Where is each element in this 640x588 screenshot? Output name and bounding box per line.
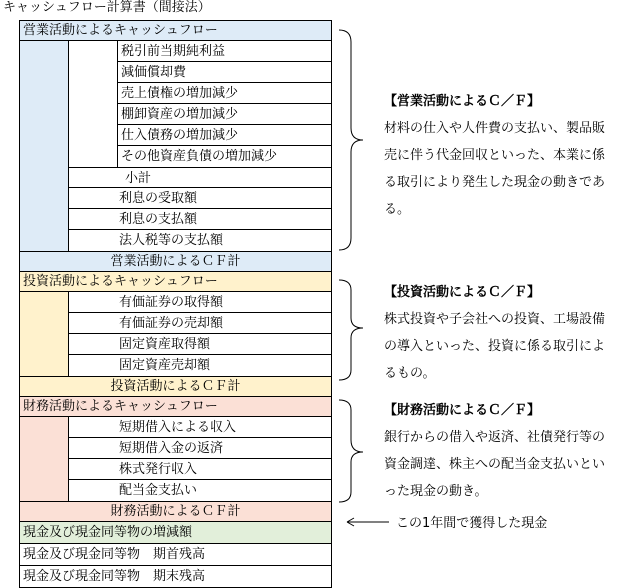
financing-total: 財務活動によるＣＦ計: [20, 501, 331, 521]
list-item: 有価証券の取得額: [69, 292, 331, 313]
operating-section: [20, 21, 331, 272]
cash-flow-table: [19, 20, 332, 588]
list-item: 固定資産取得額: [69, 334, 331, 355]
beginning-balance-label: 現金及び現金同等物 期首残高: [23, 547, 206, 562]
list-item: 減価償却費: [118, 62, 331, 83]
list-item: その他資産負債の増加減少: [121, 149, 278, 164]
investing-description: [384, 280, 609, 387]
arrow-left-icon: [347, 518, 377, 526]
investing-desc-text: 株式投資や子会社への投資、工場設備の導入といった、投資に係る取引によるもの。: [384, 312, 606, 381]
net-change-label: 現金及び現金同等物の増減額: [23, 525, 193, 540]
operating-description: [384, 89, 609, 223]
net-change-note: この1年間で獲得した現金: [396, 516, 548, 531]
investing-brace: [339, 280, 363, 380]
ending-balance-label: 現金及び現金同等物 期末残高: [23, 569, 206, 584]
operating-header: 営業活動によるキャッシュフロー: [20, 21, 331, 41]
operating-total: 営業活動によるＣＦ計: [20, 251, 331, 271]
document-title: キャッシュフロー計算書（間接法）: [3, 0, 211, 15]
investing-inner: [68, 292, 331, 376]
list-item: 短期借入金の返済: [69, 438, 331, 459]
list-item: 短期借入による収入: [69, 417, 331, 438]
operating-desc-text: 材料の仕入や人件費の支払い、製品販売に伴う代金回収といった、本業に係る取引により発生した現金の動きである。: [384, 121, 606, 217]
operating-inner: [68, 41, 331, 251]
investing-desc-title: 【投資活動によるＣ／Ｆ】: [384, 285, 541, 300]
list-item: 税引前当期純利益: [118, 41, 331, 62]
list-item: 仕入債務の増加減少: [118, 125, 331, 146]
financing-section: [20, 397, 331, 522]
financing-desc-title: 【財務活動によるＣ／Ｆ】: [384, 403, 541, 418]
list-item: 株式発行収入: [69, 459, 331, 480]
list-item: 利息の受取額: [69, 188, 331, 209]
operating-subtotal: 小計: [69, 167, 331, 188]
net-change-row: [20, 522, 331, 544]
beginning-balance-row: [20, 544, 331, 566]
list-item: 法人税等の支払額: [119, 233, 224, 248]
investing-section: [20, 272, 331, 397]
financing-brace: [339, 400, 363, 502]
list-item: 有価証券の売却額: [69, 313, 331, 334]
brace-graphics: [337, 0, 377, 577]
list-item: 利息の支払額: [69, 209, 331, 230]
financing-description: [384, 398, 609, 505]
operating-brace: [339, 30, 363, 250]
operating-desc-title: 【営業活動によるＣ／Ｆ】: [384, 94, 541, 109]
investing-total: 投資活動によるＣＦ計: [20, 376, 331, 396]
list-item: 固定資産売却額: [119, 358, 211, 373]
financing-desc-text: 銀行からの借入や返済、社債発行等の資金調達、株主への配当金支払いといった現金の動き。: [384, 430, 606, 499]
financing-header: 財務活動によるキャッシュフロー: [20, 397, 331, 417]
operating-detail-items: [117, 41, 331, 167]
investing-header: 投資活動によるキャッシュフロー: [20, 272, 331, 292]
financing-inner: [68, 417, 331, 501]
list-item: 棚卸資産の増加減少: [118, 104, 331, 125]
list-item: 配当金支払い: [119, 483, 198, 498]
list-item: 売上債権の増加減少: [118, 83, 331, 104]
